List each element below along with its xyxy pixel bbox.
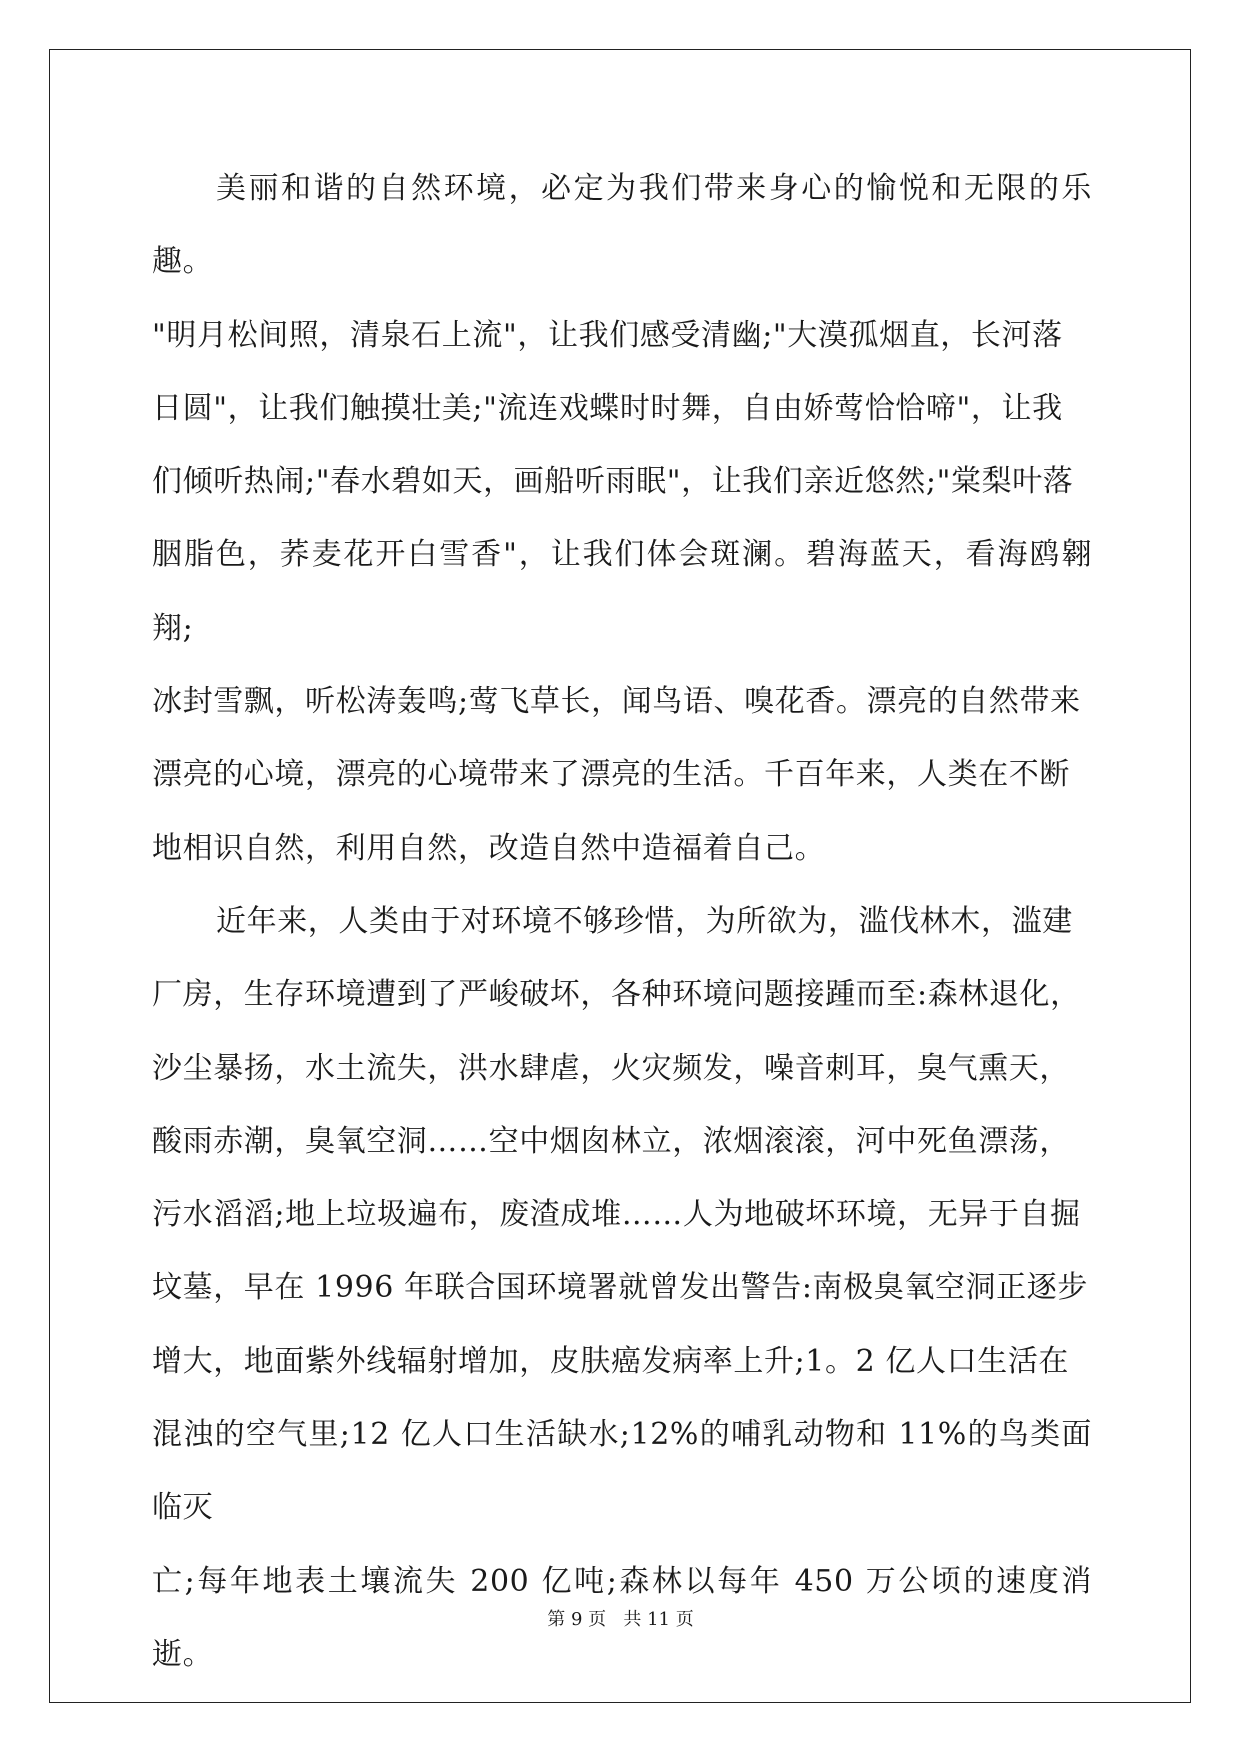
paragraph-environment-damage: 近年来，人类由于对环境不够珍惜，为所欲为，滥伐林木，滥建 厂房，生存环境遭到了严峻破坏，各种环境问题接踵而至:森林退化， 沙尘暴扬，水土流失，洪水肆虐，火灾频发，噪音刺耳，臭气熏天， 酸雨赤潮，臭氧空洞……空中烟囱林立，浓烟滚滚，河中死鱼漂荡， 污水滔滔;地上垃圾遍布，废渣成堆……人为地破坏环境，无异于自掘 坟墓，早在 1996 年联合国环境署就曾发出警告:南极臭氧空洞正逐步 增大，地面紫外线辐射增加，皮肤癌发病率上升;1。2 亿人口生活在 混浊的空气里;12 亿人口生活缺水;12%的哺乳动物和 11%的鸟类面临灭 亡;每年地表土壤流失 200 亿吨;森林以每年 450 万公顷的速度消逝。 — [152, 903, 1092, 1672]
page-footer — [0, 1608, 1241, 1632]
document-body — [152, 152, 1092, 1691]
page-number-label: 第 9 页 共 11 页 — [547, 1609, 694, 1630]
paragraph-nature-beauty: 美丽和谐的自然环境，必定为我们带来身心的愉悦和无限的乐趣。 "明月松间照，清泉石上流"，让我们感受清幽;"大漠孤烟直，长河落 日圆"，让我们触摸壮美;"流连戏蝶时时舞，自由娇莺恰恰啼"，让我 们倾听热闹;"春水碧如天，画船听雨眠"，让我们亲近悠然;"棠梨叶落 胭脂色，荞麦花开白雪香"，让我们体会斑澜。碧海蓝天，看海鸥翱翔; 冰封雪飘，听松涛轰鸣;莺飞草长，闻鸟语、嗅花香。漂亮的自然带来 漂亮的心境，漂亮的心境带来了漂亮的生活。千百年来，人类在不断 地相识自然，利用自然，改造自然中造福着自己。 — [152, 171, 1092, 866]
